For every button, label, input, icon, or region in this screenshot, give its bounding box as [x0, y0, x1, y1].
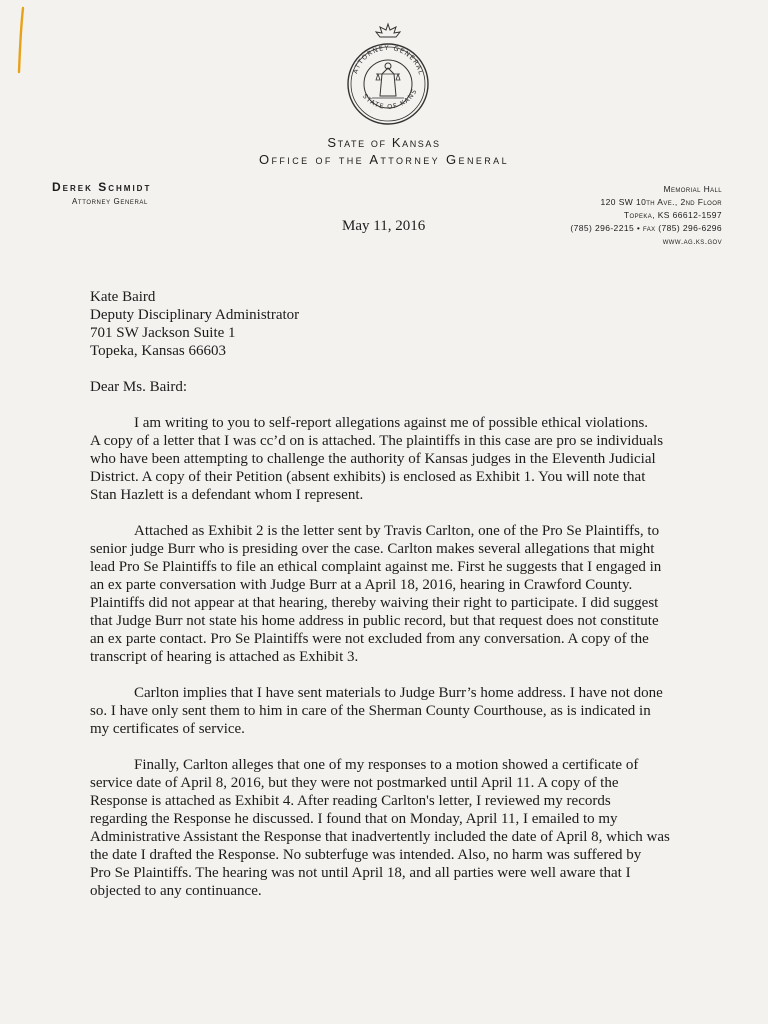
office-heading: Office of the Attorney General [259, 152, 509, 167]
paragraph-line: senior judge Burr who is presiding over the case. Carlton makes several allegations that might [90, 541, 655, 557]
recipient-name: Kate Baird [90, 289, 156, 305]
paragraph-line: an ex parte contact. Pro Se Plaintiffs were not excluded from any conversation. A copy of the [90, 631, 649, 647]
paragraph-line: my certificates of service. [90, 721, 245, 737]
recipient-title: Deputy Disciplinary Administrator [90, 307, 300, 323]
recipient-address [90, 288, 299, 360]
contact-street: 120 SW 10th Ave., 2nd Floor [600, 197, 722, 207]
paragraph-line: an ex parte conversation with Judge Burr at a April 18, 2016, hearing in Crawford County. [90, 577, 633, 593]
paragraph-line: objected to any continuance. [90, 883, 262, 899]
attorney-general-seal [340, 22, 436, 126]
attorney-general-name: Derek Schmidt [52, 180, 152, 194]
paragraph-line: Administrative Assistant the Response that inadvertently included the date of April 8, which was [90, 829, 670, 845]
paragraph-line: Response is attached as Exhibit 4. After reading Carlton's letter, I reviewed my records [90, 793, 611, 809]
paragraph-home-address [90, 684, 690, 738]
paragraph-line: Finally, Carlton alleges that one of my responses to a motion showed a certificate of [134, 757, 639, 773]
paragraph-line: regarding the Response he discussed. I found that on Monday, April 11, I emailed to my [90, 811, 618, 827]
paragraph-line: Carlton implies that I have sent materials to Judge Burr’s home address. I have not done [134, 685, 663, 701]
paragraph-line: who have been attempting to challenge the authority of Kansas judges in the Eleventh Judicial [90, 451, 656, 467]
contact-block [502, 183, 722, 248]
paragraph-line: Plaintiffs did not appear at that hearing, thereby waiving their right to participate. I did suggest [90, 595, 659, 611]
recipient-street: 701 SW Jackson Suite 1 [90, 325, 236, 341]
paragraph-line: so. I have only sent them to him in care of the Sherman County Courthouse, as is indicated in [90, 703, 651, 719]
paragraph-line: lead Pro Se Plaintiffs to file an ethical complaint against me. First he suggests that I engaged in [90, 559, 662, 575]
state-heading: State of Kansas [327, 135, 441, 150]
paragraph-line: the date I drafted the Response. No subterfuge was intended. Also, no harm was suffered by [90, 847, 642, 863]
contact-city: Topeka, KS 66612-1597 [623, 210, 722, 220]
paragraph-line: transcript of hearing is attached as Exhibit 3. [90, 649, 359, 665]
paragraph-line: A copy of a letter that I was cc’d on is attached. The plaintiffs in this case are pro se individuals [90, 433, 664, 449]
contact-building: Memorial Hall [663, 184, 722, 194]
paragraph-line: that Judge Burr not state his home address in public record, but that request does not constitute [90, 613, 659, 629]
paragraph-line: service date of April 8, 2016, but they were not postmarked until April 11. A copy of the [90, 775, 619, 791]
seal-ring-top-text: ATTORNEY GENERAL [351, 43, 426, 77]
paragraph-line: I am writing to you to self-report allegations against me of possible ethical violations. [134, 415, 649, 431]
paragraph-certificate-date [90, 756, 690, 900]
recipient-city: Topeka, Kansas 66603 [90, 343, 227, 359]
paragraph-line: District. A copy of their Petition (absent exhibits) is enclosed as Exhibit 1. You will note that [90, 469, 646, 485]
attorney-general-title: Attorney General [72, 197, 148, 206]
contact-website: www.ag.ks.gov [662, 236, 722, 246]
seal-icon [340, 22, 436, 126]
contact-phone-fax: (785) 296-2215 • fax (785) 296-6296 [570, 223, 722, 233]
paragraph-exhibit-2 [90, 522, 690, 666]
paragraph-line: Pro Se Plaintiffs. The hearing was not until April 18, and all parties were well aware that I [90, 865, 631, 881]
pen-mark-icon [14, 6, 28, 74]
salutation: Dear Ms. Baird: [90, 379, 188, 395]
letter-date: May 11, 2016 [342, 218, 426, 234]
paragraph-line: Attached as Exhibit 2 is the letter sent by Travis Carlton, one of the Pro Se Plaintiffs, to [134, 523, 660, 539]
paragraph-self-report [90, 414, 690, 504]
paragraph-line: Stan Hazlett is a defendant whom I represent. [90, 487, 364, 503]
seal-ring-bottom-text: STATE OF KANS [360, 87, 420, 112]
